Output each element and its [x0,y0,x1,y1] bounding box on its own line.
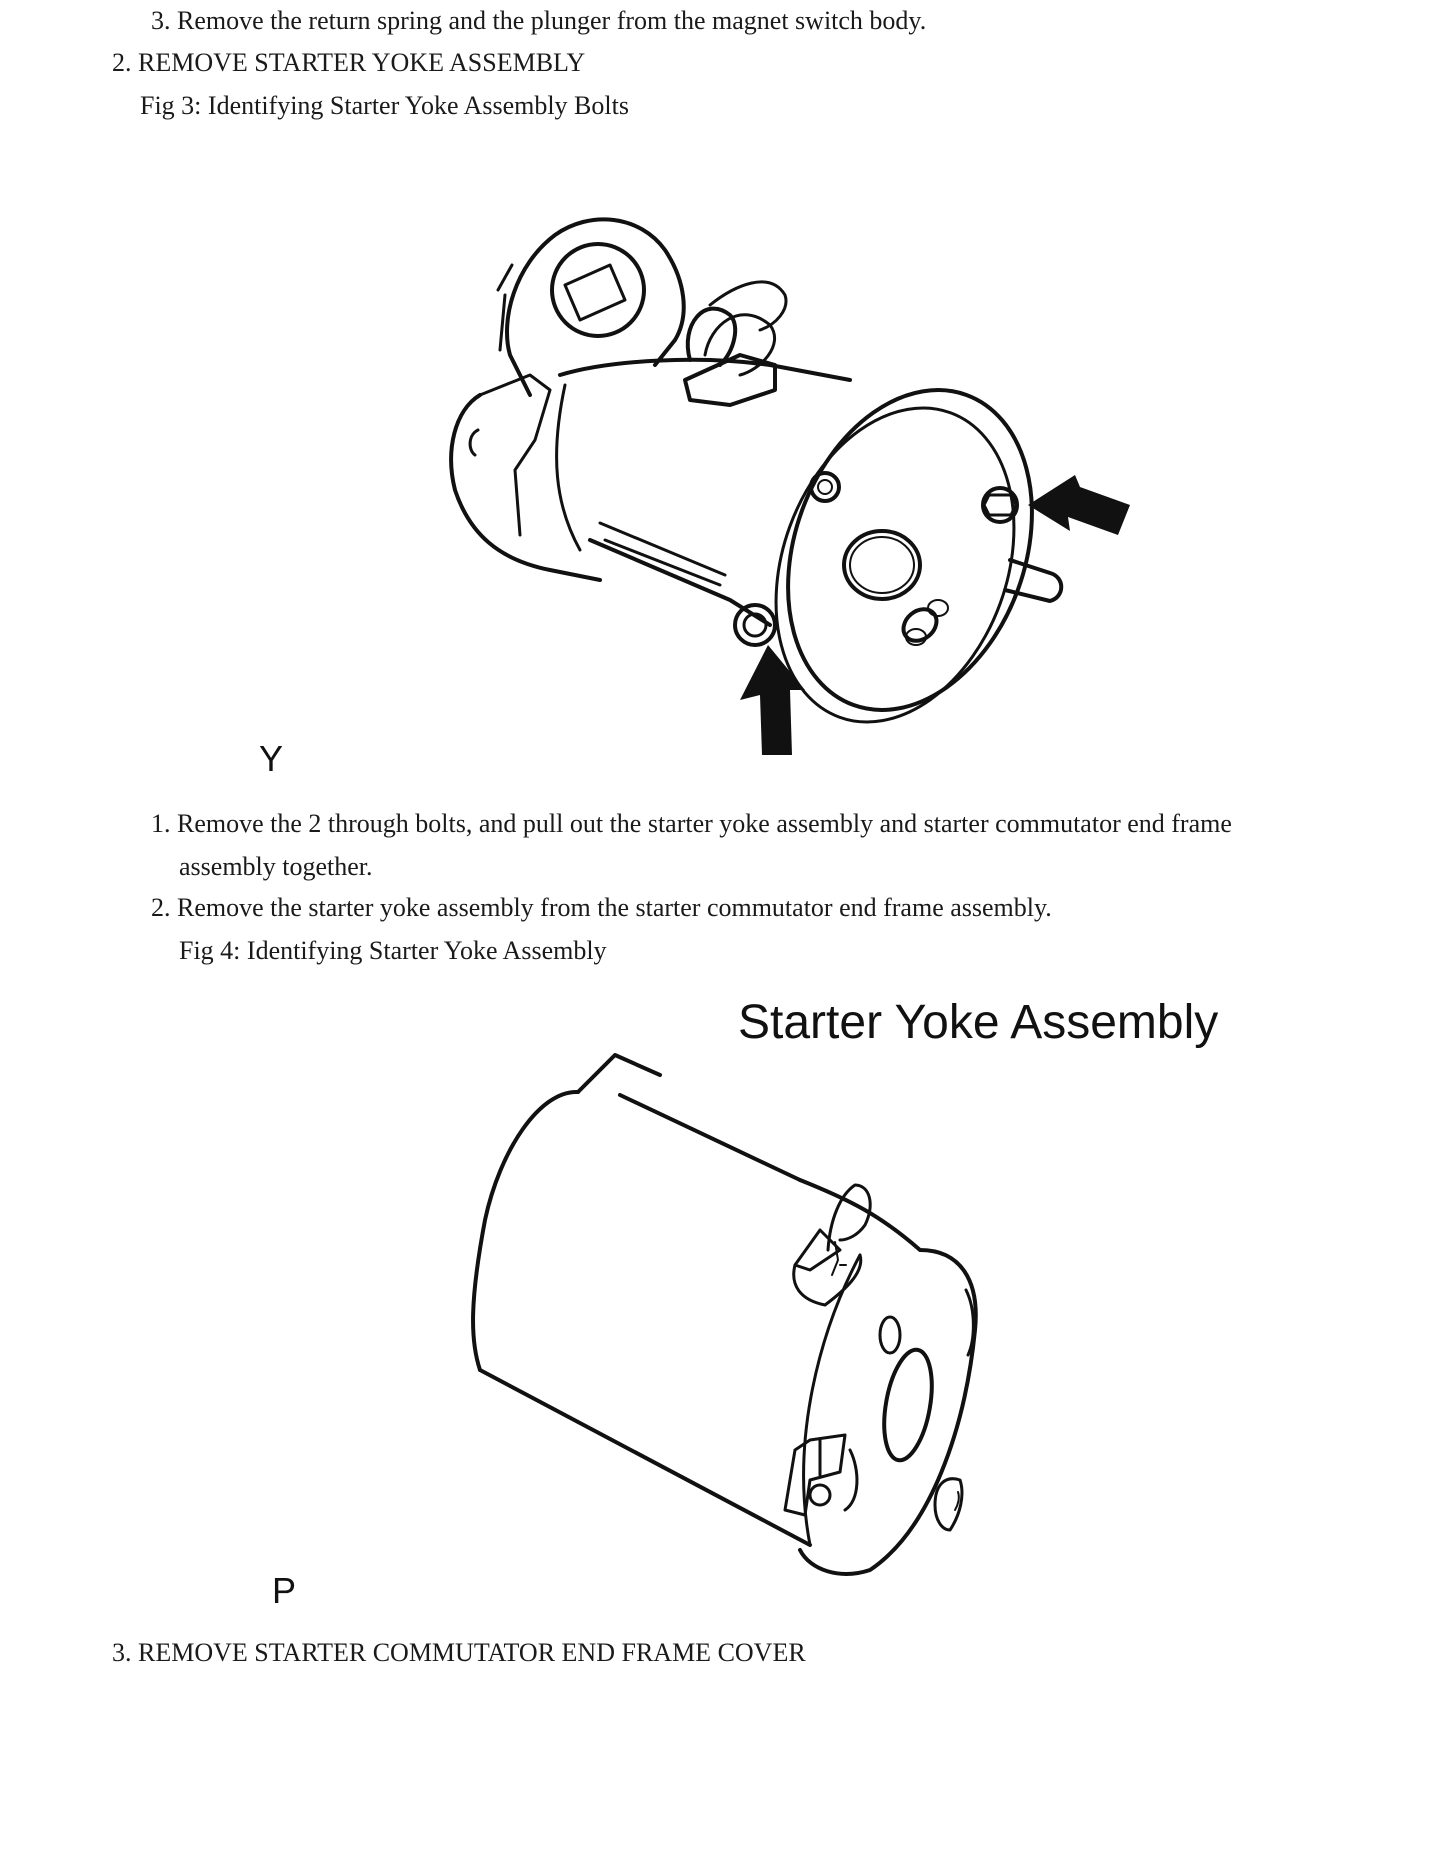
fig4-letter: P [272,1570,297,1611]
step-2: 2. Remove the starter yoke assembly from the starter commutator end frame assembly. [151,893,1052,922]
fig3-letter: Y [259,738,284,779]
fig3-starter-drawing [440,205,1140,765]
fig4-callout-label: Starter Yoke Assembly [738,996,1219,1049]
top-step: 3. Remove the return spring and the plunger from the magnet switch body. [151,6,927,35]
fig4-caption: Fig 4: Identifying Starter Yoke Assembly [179,936,607,965]
section-2-heading: 2. REMOVE STARTER YOKE ASSEMBLY [112,48,586,77]
fig4-yoke-drawing [460,1010,1080,1580]
section-3-heading: 3. REMOVE STARTER COMMUTATOR END FRAME COVER [112,1638,806,1667]
step-1-line-1: 1. Remove the 2 through bolts, and pull out the starter yoke assembly and starter commutator end frame [151,809,1232,838]
step-1-line-2: assembly together. [179,852,373,881]
fig3-caption: Fig 3: Identifying Starter Yoke Assembly Bolts [140,91,629,120]
